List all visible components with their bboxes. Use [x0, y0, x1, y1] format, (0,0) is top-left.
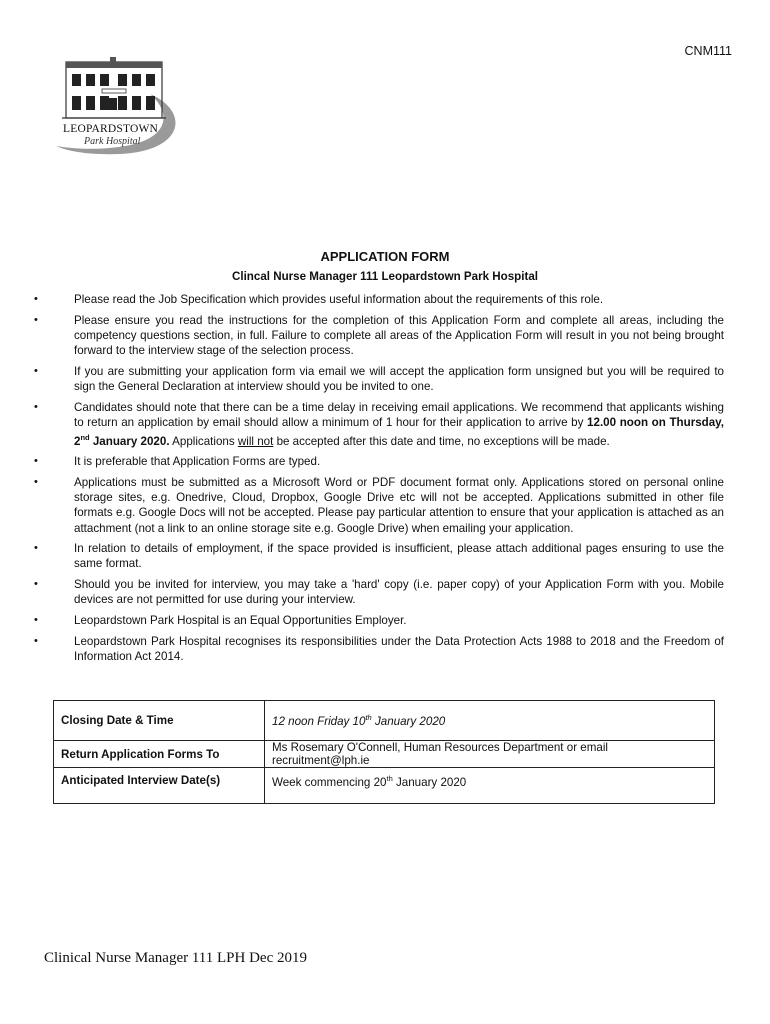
instruction-text: If you are submitting your application form via email we will accept the application form unsigned but you will be required to sign the General Declaration at interview should you be invited to one.: [74, 364, 724, 393]
instruction-item: [32, 475, 724, 535]
interview-dates-label: Anticipated Interview Date(s): [54, 768, 265, 804]
instruction-text: be accepted after this date and time, no exceptions will be made.: [273, 434, 610, 448]
page-footer: Clinical Nurse Manager 111 LPH Dec 2019: [44, 950, 307, 966]
instruction-text: Applications: [169, 434, 238, 448]
instruction-item: [32, 541, 724, 571]
interview-date-part: January 2020: [392, 775, 467, 789]
table-row: [54, 741, 715, 768]
form-reference-code: CNM111: [684, 44, 732, 58]
instruction-item: [32, 577, 724, 607]
closing-date-ordinal: th: [365, 713, 372, 723]
form-subtitle: Clincal Nurse Manager 111 Leopardstown Park Hospital: [231, 270, 539, 283]
table-row: [54, 701, 715, 741]
form-title: APPLICATION FORM: [320, 249, 450, 264]
instruction-item: [32, 292, 724, 307]
closing-date-part: 12 noon Friday 10: [272, 714, 366, 728]
deadline-part: 12.00 noon on Thursday, 2: [74, 415, 724, 448]
closing-date-value: [265, 701, 715, 741]
instruction-text: It is preferable that Application Forms are typed.: [74, 455, 321, 469]
instruction-text: Should you be invited for interview, you may take a 'hard' copy (i.e. paper copy) of your Application Form with you. Mobile devices are not permitted for use during your interview.: [74, 578, 724, 607]
interview-date-part: Week commencing 20: [272, 775, 387, 789]
instruction-item: [32, 400, 724, 449]
instruction-text: Candidates should note that there can be a time delay in receiving email applications. We recommend that applicants wishing to return an application by email should allow a minimum of 1 hour for their application to arrive by: [74, 400, 724, 429]
instruction-text: Applications must be submitted as a Microsoft Word or PDF document format only. Applications stored on personal online storage sites, e.g. Onedrive, Cloud, Dropbox, Google Drive etc will not be accepted. Applications submitted in other file formats e.g. Google Docs will not be accepted. Please pay particular attention to ensure that your application is attached as an attachment (not a link to an online storage site e.g. Google Drive) when emailing your application.: [74, 476, 724, 535]
instruction-item: [32, 364, 724, 394]
emphasis-will-not: will not: [237, 434, 274, 448]
interview-dates-value: [265, 768, 715, 804]
interview-date-ordinal: th: [386, 774, 393, 783]
logo-name-line1: LEOPARDSTOWN: [63, 123, 159, 135]
return-forms-label: Return Application Forms To: [54, 741, 265, 768]
instructions-list: [32, 292, 724, 670]
instruction-text: Please ensure you read the instructions for the completion of this Application Form and complete all areas, including the competency questions section, in full. Failure to complete all areas of the Application Form will result in you not being brought forward to the interview stage of the selection process.: [74, 313, 724, 357]
table-row: [54, 768, 715, 804]
closing-date-label: Closing Date & Time: [54, 701, 265, 741]
instruction-text: In relation to details of employment, if the space provided is insufficient, please attach additional pages ensuring to use the same format.: [74, 542, 724, 571]
instruction-text: Leopardstown Park Hospital is an Equal Opportunities Employer.: [74, 614, 407, 628]
deadline-ordinal: nd: [80, 432, 90, 442]
instruction-item: [32, 454, 724, 469]
instruction-text: Please read the Job Specification which provides useful information about the requirements of this role.: [74, 293, 604, 306]
return-forms-value: Ms Rosemary O'Connell, Human Resources Department or email recruitment@lph.ie: [265, 741, 715, 768]
instruction-item: [32, 634, 724, 664]
logo-name-line2: Park Hospital: [84, 136, 141, 147]
instruction-text: Leopardstown Park Hospital recognises its responsibilities under the Data Protection Acts 1988 to 2018 and the Freedom of Information Act 2014.: [74, 634, 724, 663]
application-details-table: [53, 700, 715, 804]
instruction-item: [32, 313, 724, 358]
deadline-part: January 2020.: [89, 434, 170, 448]
closing-date-part: January 2020: [371, 714, 446, 728]
instruction-item: [32, 613, 724, 628]
